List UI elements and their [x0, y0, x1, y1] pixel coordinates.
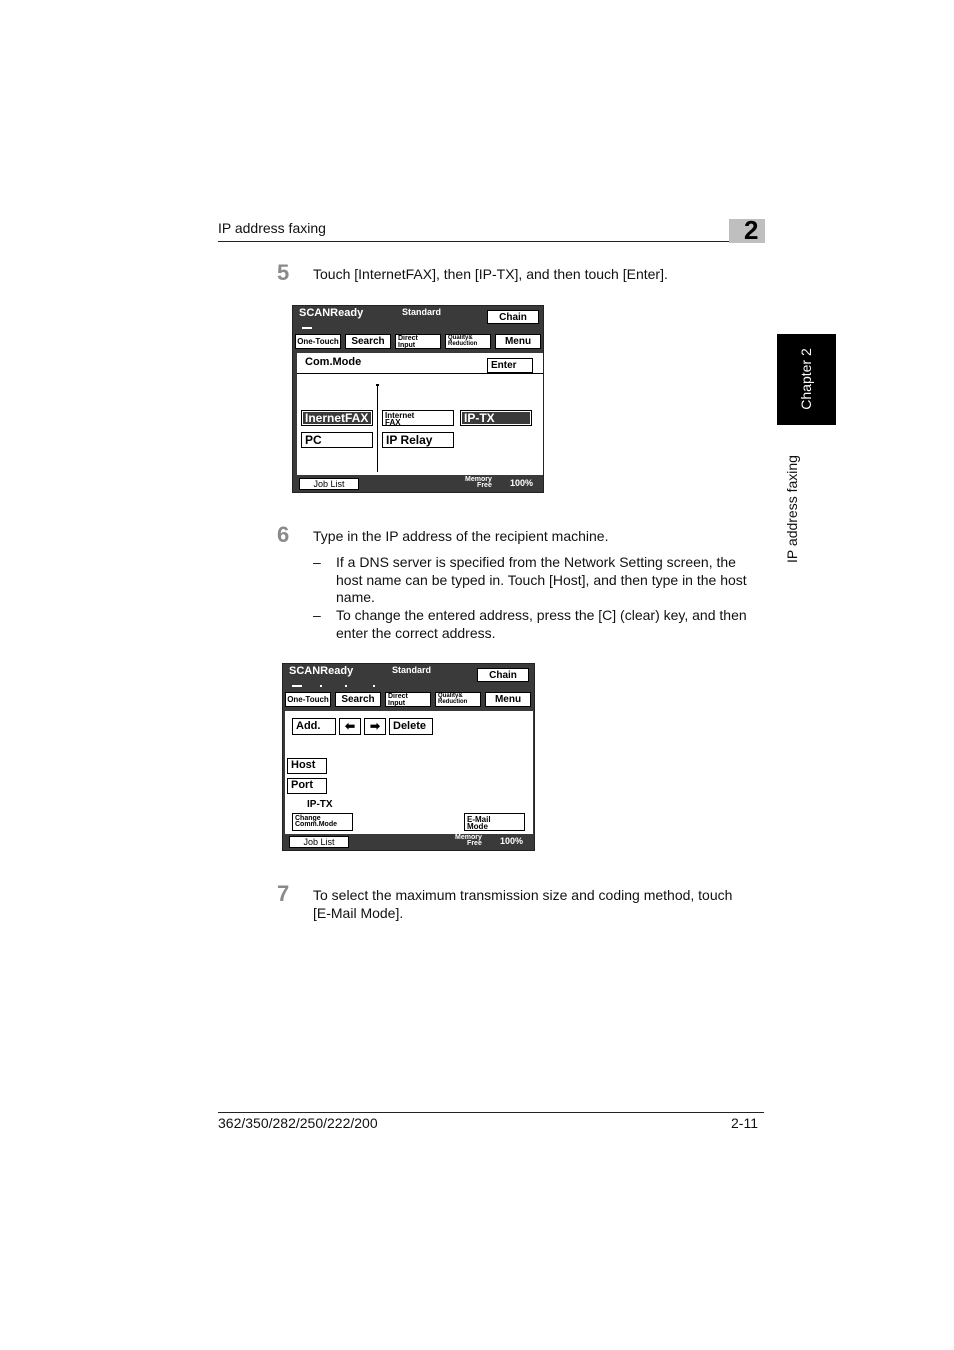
memory-label: Memory: [465, 476, 492, 483]
status-indicator: [292, 685, 302, 687]
status-label: SCANReady: [299, 307, 364, 319]
step-text-5: Touch [InternetFAX], then [IP-TX], and then touch [Enter].: [313, 266, 668, 282]
bullet-2-line-2: enter the correct address.: [336, 624, 496, 641]
free-label: Free: [467, 840, 482, 847]
step-number-7: 7: [277, 881, 290, 906]
status-dot-2: [345, 685, 347, 687]
ip-tx-button[interactable]: IP-TX: [460, 410, 532, 426]
bullet-2-line-1: To change the entered address, press the [C] (clear) key, and then: [336, 607, 747, 623]
change-comm-mode-button[interactable]: [292, 813, 353, 831]
step-text-7: [313, 887, 763, 922]
free-label: Free: [477, 482, 492, 489]
left-arrow-button[interactable]: [339, 718, 361, 735]
tab-quality-line1: Quality&: [448, 335, 473, 341]
mode-label: Standard: [402, 307, 442, 317]
internet-fax-line2: FAX: [385, 418, 401, 426]
side-section-label: IP address faxing: [784, 455, 800, 563]
change-comm-mode-line2: Comm.Mode: [295, 821, 337, 828]
internet-fax-button[interactable]: [382, 410, 454, 426]
footer-page-number: 2-11: [731, 1115, 758, 1131]
tab-menu[interactable]: Menu: [495, 334, 541, 349]
internetfax-button[interactable]: InernetFAX: [301, 410, 373, 426]
host-button[interactable]: Host: [287, 758, 327, 774]
ip-tx-label: IP-TX: [307, 799, 333, 810]
bullet-1-line-3: name.: [336, 589, 375, 605]
step-text-6: Type in the IP address of the recipient machine.: [313, 528, 609, 544]
step-7-line-2: [E-Mail Mode].: [313, 904, 404, 921]
change-comm-mode-line1: Change: [295, 815, 321, 822]
right-arrow-button[interactable]: [364, 718, 386, 735]
step-7-line-1: To select the maximum transmission size and coding method, touch: [313, 887, 733, 903]
tab-one-touch[interactable]: One-Touch: [285, 692, 331, 707]
text-cursor-line: [377, 384, 378, 472]
step-number-5: 5: [277, 260, 290, 285]
tab-direct-input[interactable]: [385, 692, 431, 707]
email-mode-line1: E-Mail: [467, 815, 491, 824]
pc-button[interactable]: PC: [301, 432, 373, 448]
job-list-button[interactable]: Job List: [289, 836, 349, 848]
tab-direct-input[interactable]: [395, 334, 441, 349]
status-label: SCANReady: [289, 665, 354, 677]
bullet-1-line-2: host name can be typed in. Touch [Host], and then type in the host: [336, 571, 747, 588]
bullet-text-2: [336, 607, 764, 642]
com-mode-label: Com.Mode: [305, 356, 362, 368]
tab-direct-input-line1: Direct: [388, 693, 408, 700]
tab-quality-line1: Quality&: [438, 693, 463, 699]
status-dot-3: [373, 685, 375, 687]
tab-quality-reduction[interactable]: [445, 334, 491, 349]
email-mode-line2: Mode: [467, 822, 488, 831]
status-dot-1: [320, 685, 322, 687]
screen-com-mode: [292, 305, 544, 493]
enter-button[interactable]: Enter: [487, 358, 533, 373]
email-mode-button[interactable]: [464, 813, 525, 831]
side-chapter-label: Chapter 2: [798, 348, 814, 410]
bullet-1-line-1: If a DNS server is specified from the Network Setting screen, the: [336, 554, 736, 570]
internet-fax-line1: Internet: [385, 411, 415, 420]
add-button[interactable]: Add.: [292, 718, 336, 735]
tab-quality-reduction[interactable]: [435, 692, 481, 707]
tab-direct-input-line2: Input: [388, 700, 406, 707]
screen-ip-address-entry: [282, 663, 535, 851]
memory-value: 100%: [510, 478, 534, 488]
footer-models: 362/350/282/250/222/200: [218, 1115, 378, 1131]
memory-free-label: [455, 835, 482, 847]
mode-label: Standard: [392, 665, 432, 675]
bullet-dash-1: –: [313, 554, 321, 570]
memory-free-label: [465, 477, 492, 489]
port-button[interactable]: Port: [287, 778, 327, 794]
running-header-title: IP address faxing: [218, 220, 326, 236]
tab-quality-line2: Reduction: [448, 341, 478, 347]
memory-value: 100%: [500, 836, 524, 846]
content-area: [285, 711, 533, 834]
tab-menu[interactable]: Menu: [485, 692, 531, 707]
step-number-6: 6: [277, 522, 290, 547]
tab-search[interactable]: Search: [335, 692, 381, 707]
content-area: [297, 353, 543, 475]
header-rule: [218, 241, 764, 242]
bullet-text-1: [336, 554, 764, 607]
chain-button[interactable]: Chain: [477, 668, 529, 682]
tab-direct-input-line2: Input: [398, 342, 416, 349]
tab-search[interactable]: Search: [345, 334, 391, 349]
text-cursor-top: [376, 384, 379, 386]
bullet-dash-2: –: [313, 607, 321, 623]
job-list-button[interactable]: Job List: [299, 478, 359, 490]
tab-one-touch[interactable]: One-Touch: [295, 334, 341, 349]
footer-rule: [218, 1112, 764, 1113]
left-arrow-icon: ⬅: [344, 719, 356, 733]
delete-button[interactable]: Delete: [389, 718, 433, 735]
status-indicator: [302, 327, 312, 329]
tab-quality-line2: Reduction: [438, 699, 468, 705]
memory-label: Memory: [455, 834, 482, 841]
chain-button[interactable]: Chain: [487, 310, 539, 324]
tab-direct-input-line1: Direct: [398, 335, 418, 342]
right-arrow-icon: ➡: [369, 719, 381, 733]
chapter-number: 2: [744, 215, 759, 245]
ip-relay-button[interactable]: IP Relay: [382, 432, 454, 448]
